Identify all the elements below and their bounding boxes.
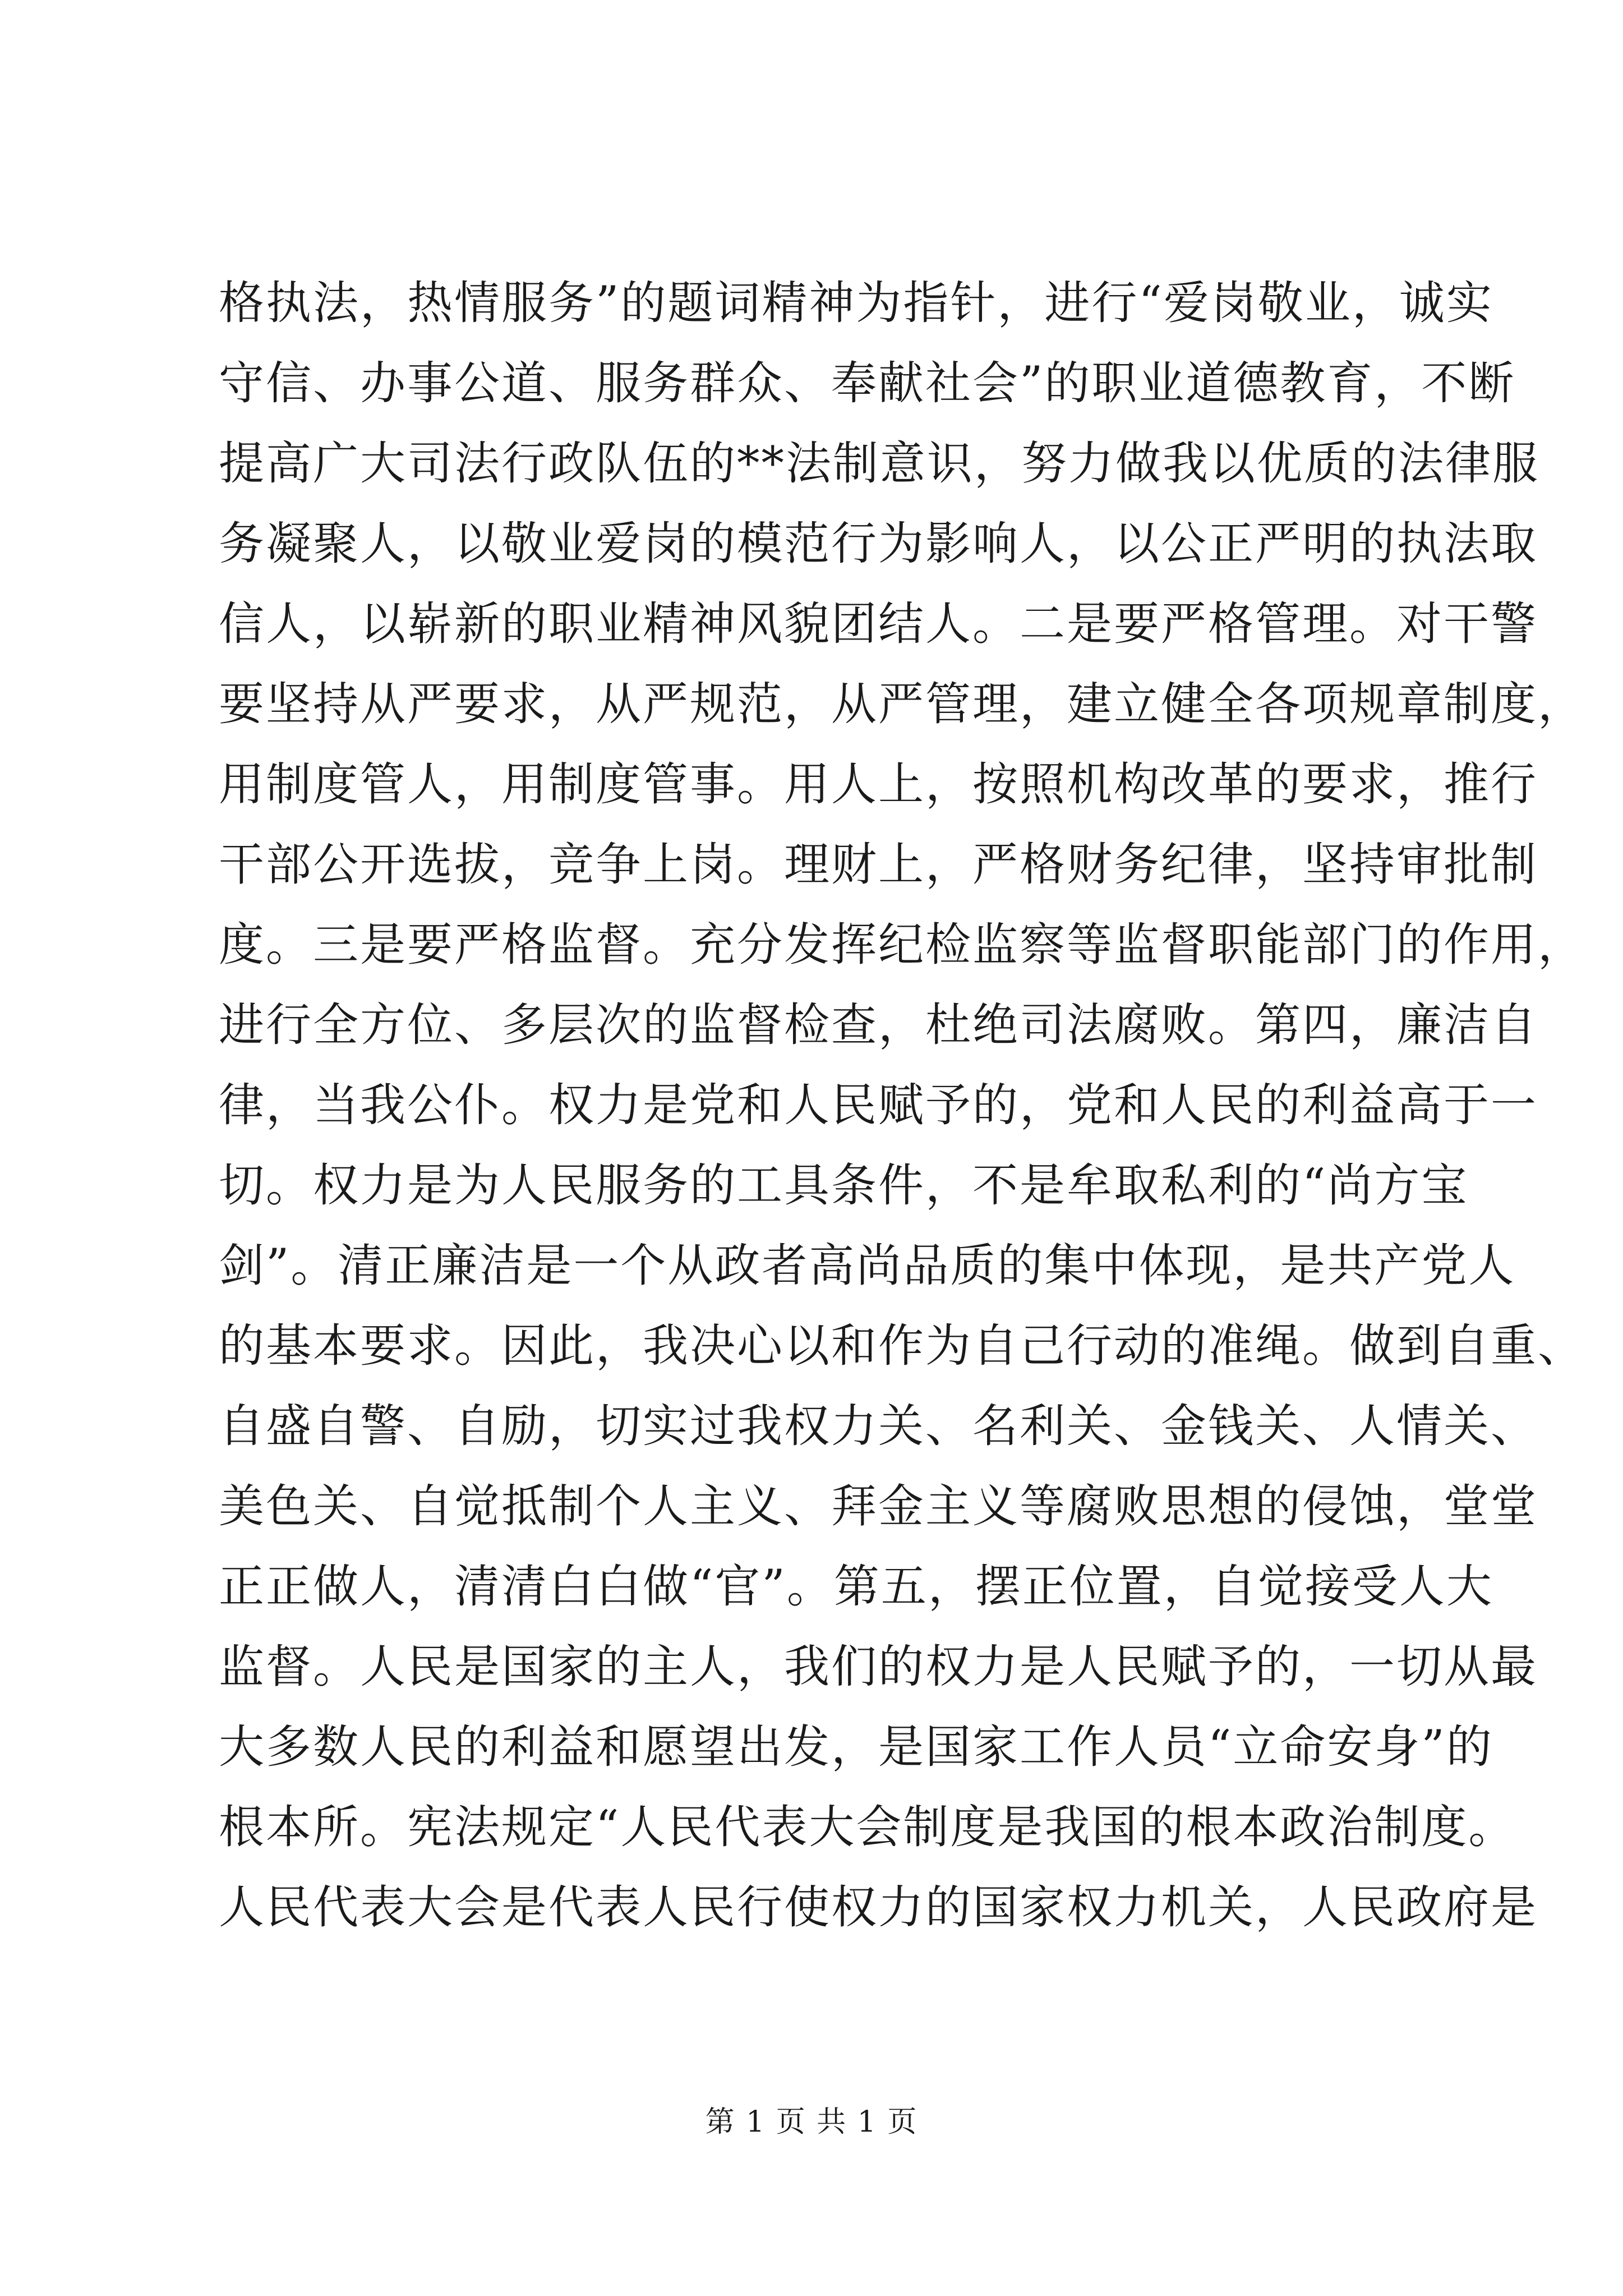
- text-line: 用制度管人，用制度管事。用人上，按照机构改革的要求，推行: [219, 758, 1538, 811]
- text-line: 度。三是要严格监督。充分发挥纪检监察等监督职能部门的作用，: [219, 919, 1585, 972]
- text-line: 进行全方位、多层次的监督检查，杜绝司法腐败。第四，廉洁自: [219, 999, 1538, 1052]
- body-text: [219, 264, 1585, 1948]
- text-line: 根本所。宪法规定“人民代表大会制度是我国的根本政治制度。: [219, 1801, 1516, 1854]
- text-line: 自盛自警、自励，切实过我权力关、名利关、金钱关、人情关、: [219, 1400, 1538, 1453]
- text-line: 美色关、自觉抵制个人主义、拜金主义等腐败思想的侵蚀，堂堂: [219, 1480, 1538, 1533]
- text-line: 剑”。清正廉洁是一个从政者高尚品质的集中体现，是共产党人: [219, 1240, 1516, 1292]
- page-footer: 第 1 页 共 1 页: [705, 2105, 918, 2139]
- text-line: 正正做人，清清白白做“官”。第五，摆正位置，自觉接受人大: [219, 1561, 1493, 1613]
- text-line: 信人，以崭新的职业精神风貌团结人。二是要严格管理。对干警: [219, 598, 1538, 651]
- text-line: 要坚持从严要求，从严规范，从严管理，建立健全各项规章制度，: [219, 678, 1585, 731]
- text-line: 大多数人民的利益和愿望出发，是国家工作人员“立命安身”的: [219, 1721, 1493, 1774]
- text-line: 律，当我公仆。权力是党和人民赋予的，党和人民的利益高于一: [219, 1079, 1538, 1132]
- text-line: 切。权力是为人民服务的工具条件，不是牟取私利的“尚方宝: [219, 1159, 1469, 1212]
- text-line: 干部公开选拔，竞争上岗。理财上，严格财务纪律，坚持审批制: [219, 839, 1538, 891]
- text-line: 的基本要求。因此，我决心以和作为自己行动的准绳。做到自重、: [219, 1320, 1585, 1373]
- text-line: 人民代表大会是代表人民行使权力的国家权力机关，人民政府是: [219, 1881, 1538, 1934]
- text-line: 格执法，热情服务”的题词精神为指针，进行“爱岗敬业，诚实: [219, 277, 1493, 330]
- text-line: 监督。人民是国家的主人，我们的权力是人民赋予的，一切从最: [219, 1641, 1538, 1694]
- text-line: 务凝聚人，以敬业爱岗的模范行为影响人，以公正严明的执法取: [219, 518, 1538, 570]
- text-line: 提高广大司法行政队伍的**法制意识，努力做我以优质的法律服: [219, 438, 1540, 490]
- text-line: 守信、办事公道、服务群众、奉献社会”的职业道德教育，不断: [219, 357, 1516, 410]
